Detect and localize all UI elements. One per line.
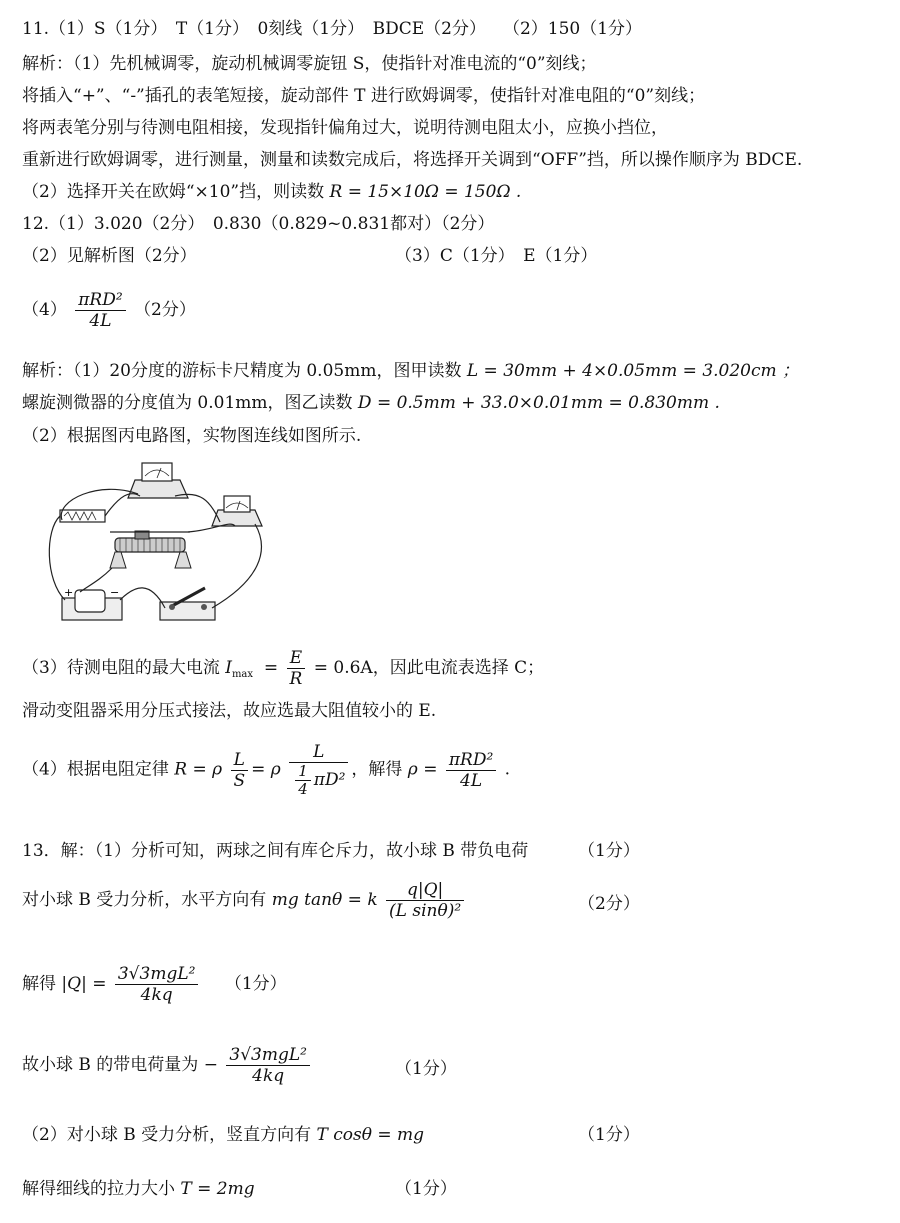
q12-analysis-6: （4）根据电阻定律 R = ρ $\frac{L}{S}$ = ρ L $\frac{1}{4}$ πD² ，解得 ρ = $\frac{\text{πRD²}}{4L}$ .: [22, 742, 511, 798]
q12-analysis-2-text: 螺旋测微器的分度值为 0.01mm，图乙读数: [22, 393, 358, 413]
q13-line-5-text: （2）对小球 B 受力分析，竖直方向有: [22, 1125, 317, 1145]
q13-line-6-text: 解得细线的拉力大小: [22, 1179, 181, 1199]
q12-analysis-6-L2: L: [289, 742, 348, 763]
q12-analysis-4-text: （3）待测电阻的最大电流: [22, 658, 226, 678]
q12-analysis-4-lhs: I: [225, 658, 232, 678]
q12-ans4-label: （4）: [22, 300, 67, 320]
q11-analysis-5-text: （2）选择开关在欧姆“×10”挡，则读数: [22, 182, 330, 202]
q11-analysis-3: 将两表笔分别与待测电阻相接，发现指针偏角过大，说明待测电阻太小，应换小挡位，: [22, 118, 668, 138]
q12-analysis-6-S: S: [233, 770, 246, 791]
q11-analysis-1: 解析：（1）先机械调零，旋动机械调零旋钮 S，使指针对准电流的“0”刻线；: [22, 54, 597, 74]
q11-analysis-2: 将插入“+”、“-”插孔的表笔短接，旋动部件 T 进行欧姆调零，使指针对准电阻的“0”刻线；: [22, 86, 706, 106]
q12-analysis-6-res-num: πRD²: [446, 750, 496, 771]
resistor-icon: [60, 510, 105, 522]
q11-analysis-4: 重新进行欧姆调零，进行测量，测量和读数完成后，将选择开关调到“OFF”挡，所以操作顺序为 BDCE.: [22, 150, 803, 170]
q13-line-5-score: （1分）: [578, 1125, 640, 1145]
q13-line-4-text: 故小球 B 的带电荷量为: [22, 1055, 204, 1075]
q13-line-2-score: （2分）: [578, 894, 640, 914]
battery-plus: +: [64, 586, 74, 599]
q11-analysis-5: [22, 181, 521, 203]
q12-ans4: [22, 290, 196, 331]
q13-line-5: [22, 1124, 424, 1146]
q12-ans3: （3）C（1分） E（1分）: [395, 246, 598, 266]
q12-analysis-2: [22, 392, 720, 414]
q13-line-2-text: 对小球 B 受力分析，水平方向有: [22, 890, 272, 910]
q12-analysis-6-result: [446, 750, 496, 791]
q12-analysis-6-mid: ，解得: [351, 759, 408, 780]
q13-line-3-fraction: [115, 964, 199, 1005]
q13-line-4-den: 4kq: [252, 1066, 285, 1086]
q12-ans4-num: πRD²: [75, 290, 125, 311]
q12-analysis-3: （2）根据图丙电路图，实物图连线如图所示.: [22, 426, 362, 446]
q12-analysis-6-res-den: 4L: [460, 770, 483, 791]
q13-line-3-score: （1分）: [224, 974, 287, 994]
q12-analysis-1: [22, 360, 799, 382]
q13-line-4-num: 3√3mgL²: [226, 1045, 310, 1066]
battery-icon: [62, 586, 122, 620]
q12-analysis-5: 滑动变阻器采用分压式接法，故应选最大阻值较小的 E.: [22, 701, 437, 721]
q12-analysis-1-text: 解析：（1）20分度的游标卡尺精度为 0.05mm，图甲读数: [22, 361, 467, 381]
q13-line-2-den: (L sinθ)²: [389, 901, 462, 921]
q12-analysis-6-L: L: [231, 750, 249, 771]
q12-analysis-6-quarter-den: 4: [298, 780, 308, 798]
q13-line-1-score: （1分）: [578, 841, 640, 861]
q13-line-2: [22, 880, 467, 921]
q13-line-4: [22, 1045, 313, 1086]
q12-analysis-4-rhs: = 0.6A: [313, 658, 373, 678]
q13-line-3-num: 3√3mgL²: [115, 964, 199, 985]
battery-minus: −: [110, 586, 120, 599]
q13-line-2-lhs: mg tanθ = k: [271, 890, 378, 910]
q12-analysis-4-num: E: [287, 648, 306, 669]
q12-analysis-6-big-fraction: [289, 742, 348, 798]
q13-line-4-sign: −: [203, 1055, 218, 1075]
q12-analysis-4-sub: max: [231, 669, 254, 680]
q12-ans4-score: （2分）: [134, 300, 196, 320]
q12-ans4-fraction: [75, 290, 125, 331]
q12-analysis-6-quarter: [295, 763, 311, 798]
q13-line-1: 13．解：（1）分析可知，两球之间有库仑斥力，故小球 B 带负电荷: [22, 841, 529, 861]
q12-analysis-4-den: R: [289, 669, 303, 689]
q13-line-5-formula: T cosθ = mg: [316, 1125, 425, 1145]
q13-line-2-fraction: [386, 880, 464, 921]
q12-analysis-4-fraction: [287, 648, 306, 689]
q12-answer-line: 12.（1）3.020（2分） 0.830（0.829~0.831都对）（2分）: [22, 214, 495, 234]
circuit-wiring-figure: [40, 460, 270, 630]
q12-analysis-4: （3）待测电阻的最大电流 $I_{max}$ = $\frac{E}{R}$ = 0.6A，因此电流表选择 C；: [22, 648, 545, 689]
q13-line-6-formula: T = 2mg: [180, 1179, 255, 1199]
q11-analysis-5-formula: R = 15×10Ω = 150Ω .: [329, 182, 522, 202]
q13-line-2-num: q|Q|: [386, 880, 464, 901]
q13-line-4-fraction: [226, 1045, 310, 1086]
q12-analysis-6-text: （4）根据电阻定律: [22, 759, 175, 780]
q12-analysis-6-area: [289, 763, 348, 798]
q12-ans2: （2）见解析图（2分）: [22, 246, 197, 266]
q12-analysis-6-piD: πD²: [313, 770, 346, 790]
q13-line-3: [22, 964, 287, 1005]
q12-analysis-6-ls: [231, 750, 249, 791]
q13-line-3-den: 4kq: [140, 985, 173, 1005]
q12-analysis-6-quarter-num: 1: [295, 763, 311, 781]
q12-analysis-2-formula: D = 0.5mm + 33.0×0.01mm = 0.830mm .: [357, 393, 720, 413]
q13-line-3-lhs: |Q| =: [61, 974, 107, 994]
q11-answer-line: 11.（1）S（1分） T（1分） 0刻线（1分） BDCE（2分） （2）150（1分）: [22, 19, 643, 39]
q13-line-4-score: （1分）: [395, 1059, 457, 1079]
q13-line-6: [22, 1178, 255, 1200]
q13-line-6-score: （1分）: [395, 1179, 457, 1199]
q13-line-3-text: 解得: [22, 974, 62, 994]
q12-analysis-4-tail: ，因此电流表选择 C；: [372, 658, 545, 678]
q12-ans4-den: 4L: [89, 311, 112, 331]
q12-analysis-1-formula: L = 30mm + 4×0.05mm = 3.020cm ；: [466, 361, 800, 381]
